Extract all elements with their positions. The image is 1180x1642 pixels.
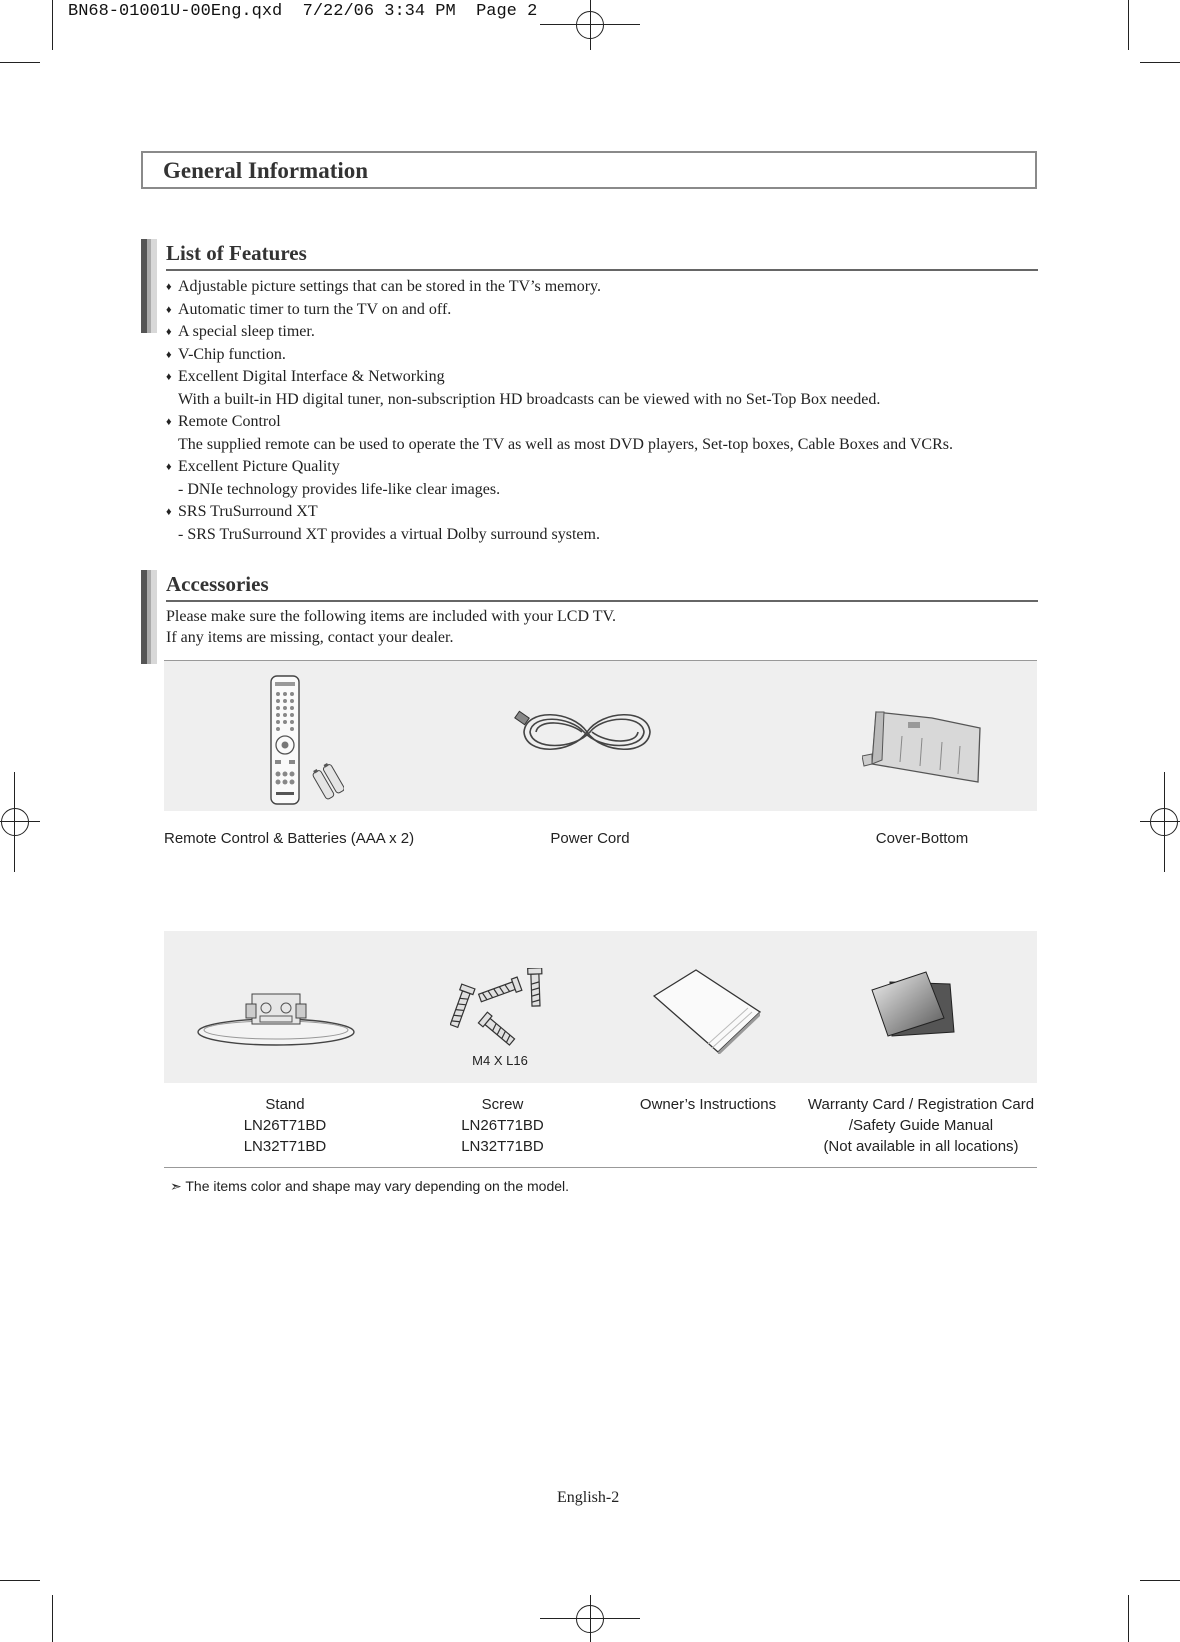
warranty-card-label: Warranty Card / Registration Card /Safety Guide Manual (Not available in all locations) — [807, 1096, 1035, 1155]
page-title: General Information — [163, 158, 369, 183]
feature-detail: - DNIe technology provides life-like clear images. — [178, 480, 501, 498]
screw-label: Screw LN26T71BD LN32T71BD — [461, 1096, 544, 1155]
bullet-icon: ♦ — [166, 416, 172, 428]
features-heading: List of Features — [166, 241, 1038, 271]
screws-icon — [450, 968, 550, 1046]
accessories-section-bar — [141, 570, 157, 664]
bullet-icon: ♦ — [166, 281, 172, 293]
bullet-icon: ♦ — [166, 371, 172, 383]
accessories-heading: Accessories — [166, 572, 1038, 602]
feature-item: ♦ V-Chip function. — [166, 344, 1046, 367]
feature-item: ♦ Remote Control The supplied remote can be used to operate the TV as well as most DVD players, Set-top boxes, Cable Boxes and VCRs. — [166, 411, 1046, 456]
power-cord-icon — [512, 702, 662, 762]
stand-icon — [196, 988, 356, 1050]
note — [170, 1178, 569, 1195]
cover-bottom-label: Cover-Bottom — [875, 830, 969, 847]
feature-detail: With a built-in HD digital tuner, non-subscription HD broadcasts can be viewed with no Set-Top Box needed. — [178, 390, 881, 408]
bullet-icon: ♦ — [166, 348, 172, 361]
feature-item: ♦ A special sleep timer. — [166, 321, 1046, 344]
feature-detail: The supplied remote can be used to operate the TV as well as most DVD players, Set-top boxes, Cable Boxes and VCRs. — [178, 435, 953, 453]
feature-item: ♦ Adjustable picture settings that can be stored in the TV’s memory. — [166, 276, 1046, 299]
feature-item: ♦ Excellent Picture Quality - DNIe technology provides life-like clear images. — [166, 456, 1046, 501]
bullet-icon: ♦ — [166, 506, 172, 518]
owners-instructions-label: Owner’s Instructions — [639, 1096, 777, 1113]
manual-icon — [652, 968, 762, 1054]
bullet-icon: ♦ — [166, 326, 172, 338]
feature-item: ♦ SRS TruSurround XT - SRS TruSurround XT provides a virtual Dolby surround system. — [166, 501, 1046, 546]
remote-control-label: Remote Control & Batteries (AAA x 2) — [164, 830, 415, 847]
power-cord-label: Power Cord — [550, 830, 630, 847]
accessories-intro: Please make sure the following items are included with your LCD TV. If any items are missing, contact your dealer. — [166, 608, 616, 646]
note-text: The items color and shape may vary depending on the model. — [185, 1178, 570, 1194]
features-list — [166, 276, 1046, 546]
bullet-icon: ♦ — [166, 461, 172, 473]
stand-label: Stand LN26T71BD LN32T71BD — [243, 1096, 327, 1155]
features-section-bar — [141, 239, 157, 333]
page-number: English-2 — [557, 1489, 620, 1506]
cover-bottom-icon — [862, 706, 982, 786]
file-slug: BN68-01001U-00Eng.qxd 7/22/06 3:34 PM Page 2 — [68, 2, 538, 21]
divider — [164, 1167, 1037, 1168]
bullet-icon: ♦ — [166, 303, 172, 316]
feature-item: ♦ Excellent Digital Interface & Networking With a built-in HD digital tuner, non-subscription HD broadcasts can be viewed with no Set-Top Box needed. — [166, 366, 1046, 411]
feature-detail: - SRS TruSurround XT provides a virtual Dolby surround system. — [178, 525, 600, 543]
page-title-box — [141, 151, 1037, 189]
arrow-icon: ➣ — [170, 1178, 182, 1194]
remote-control-icon — [268, 674, 344, 808]
screw-size-label: M4 X L16 — [472, 1053, 528, 1068]
feature-item: ♦ Automatic timer to turn the TV on and off. — [166, 299, 1046, 322]
warranty-card-icon — [870, 970, 958, 1042]
